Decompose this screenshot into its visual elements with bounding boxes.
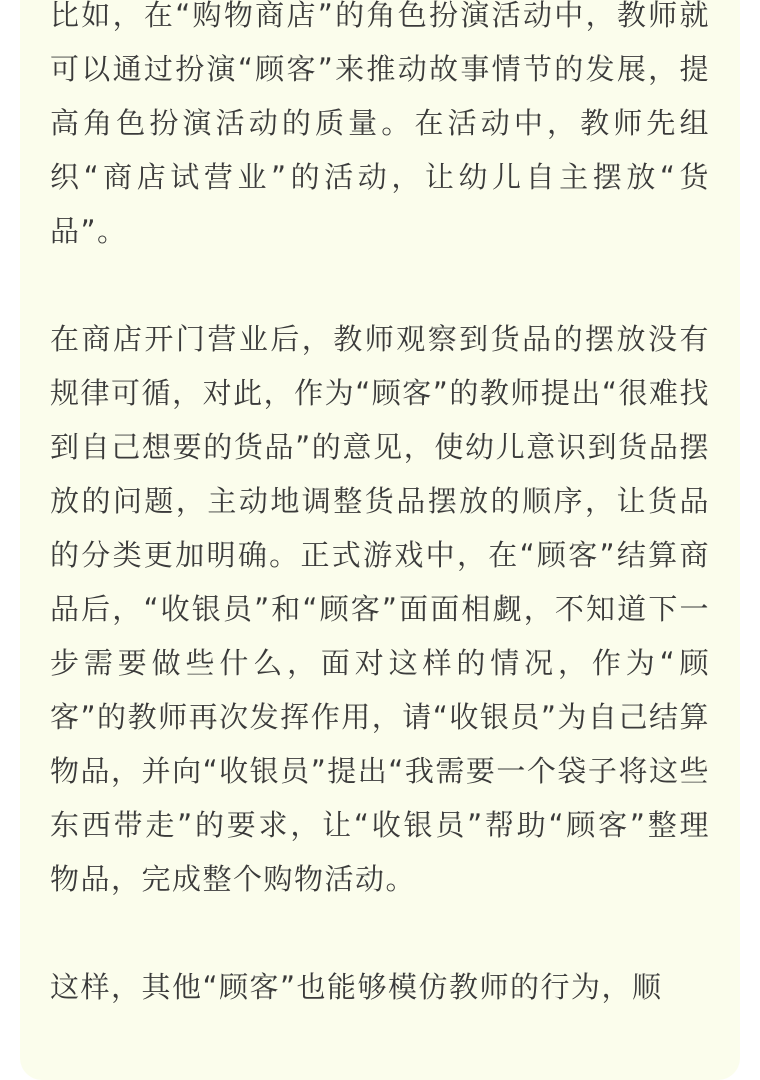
article-card	[20, 0, 740, 1080]
paragraph-2: 在商店开门营业后，教师观察到货品的摆放没有规律可循，对此，作为“顾客”的教师提出“很难找到自己想要的货品”的意见，使幼儿意识到货品摆放的问题，主动地调整货品摆放的顺序，让货品的分类更加明确。正式游戏中，在“顾客”结算商品后，“收银员”和“顾客”面面相觑，不知道下一步需要做些什么，面对这样的情况，作为“顾客”的教师再次发挥作用，请“收银员”为自己结算物品，并向“收银员”提出“我需要一个袋子将这些东西带走”的要求，让“收银员”帮助“顾客”整理物品，完成整个购物活动。	[50, 322, 710, 896]
paragraph-3: 这样，其他“顾客”也能够模仿教师的行为，顺	[50, 970, 663, 1004]
paragraph-1: 比如，在“购物商店”的角色扮演活动中，教师就可以通过扮演“顾客”来推动故事情节的发展，提高角色扮演活动的质量。在活动中，教师先组织“商店试营业”的活动，让幼儿自主摆放“货品”。	[50, 0, 710, 248]
article-body	[50, 0, 710, 1068]
